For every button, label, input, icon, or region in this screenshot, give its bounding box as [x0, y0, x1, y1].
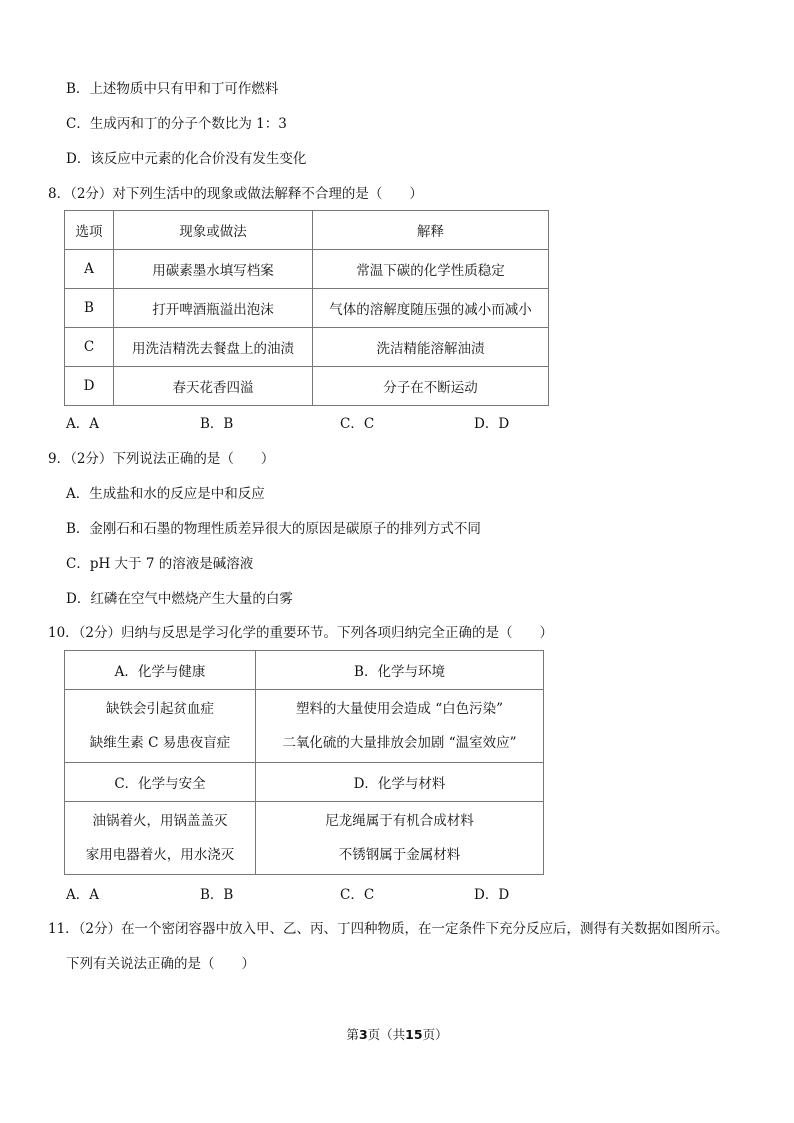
q10-a-line-2: 缺维生素 C 易患夜盲症	[89, 735, 231, 751]
table-header: 解释	[313, 211, 549, 250]
q9-option-a: A．生成盐和水的反应是中和反应	[66, 486, 265, 502]
table-cell: 打开啤酒瓶溢出泡沫	[114, 289, 313, 328]
table-header: 选项	[65, 211, 114, 250]
q11-stem-line-1: 11．（2分）在一个密闭容器中放入甲、乙、丙、丁四种物质，在一定条件下充分反应后，测得有关数据如图所示。	[48, 921, 729, 937]
q9-option-b: B．金刚石和石墨的物理性质差异很大的原因是碳原子的排列方式不同	[66, 521, 481, 537]
q10-stem: 10．（2分）归纳与反思是学习化学的重要环节。下列各项归纳完全正确的是（ ）	[48, 625, 554, 641]
q7-option-b: B．上述物质中只有甲和丁可作燃料	[66, 81, 279, 97]
table-cell: B	[65, 289, 114, 328]
table-row	[65, 328, 549, 367]
q10-d-line-2: 不锈钢属于金属材料	[338, 847, 461, 863]
q7-option-c: C．生成丙和丁的分子个数比为 1：3	[66, 116, 287, 132]
q10-d-line-1: 尼龙绳属于有机合成材料	[325, 813, 474, 829]
q10-b-line-2: 二氧化硫的大量排放会加剧 “温室效应”	[282, 735, 517, 751]
q10-c-line-2: 家用电器着火，用水浇灭	[85, 847, 235, 863]
table-cell: 用洗洁精洗去餐盘上的油渍	[114, 328, 313, 367]
table-row	[65, 289, 549, 328]
table-row	[65, 367, 549, 406]
q10-a-body	[65, 690, 256, 763]
q9-option-c: C．pH 大于 7 的溶液是碱溶液	[66, 556, 254, 572]
footer-suffix: 页）	[422, 1027, 448, 1042]
page-footer	[0, 1025, 794, 1043]
table-header-row	[65, 211, 549, 250]
table-cell: A	[65, 250, 114, 289]
q8-stem: 8．（2分）对下列生活中的现象或做法解释不合理的是（ ）	[48, 186, 423, 202]
footer-middle: 页（共	[367, 1027, 406, 1042]
q10-c-title: C．化学与安全	[65, 763, 256, 802]
q10-a-title: A．化学与健康	[65, 651, 256, 690]
q10-choice-b: B．B	[200, 887, 234, 903]
table-cell: D	[65, 367, 114, 406]
q10-d-title: D．化学与材料	[256, 763, 544, 802]
q8-choice-d: D．D	[474, 416, 510, 432]
q10-choice-a: A．A	[66, 887, 99, 903]
table-cell: C	[65, 328, 114, 367]
q10-b-title: B．化学与环境	[256, 651, 544, 690]
q10-c-body	[65, 802, 256, 875]
table-cell: 气体的溶解度随压强的减小而减小	[313, 289, 549, 328]
q10-b-line-1: 塑料的大量使用会造成 “白色污染”	[295, 701, 504, 717]
table-header: 现象或做法	[114, 211, 313, 250]
q10-choice-d: D．D	[474, 887, 510, 903]
table-cell: 用碳素墨水填写档案	[114, 250, 313, 289]
q10-d-body	[256, 802, 544, 875]
q8-choice-a: A．A	[66, 416, 99, 432]
table-row	[65, 250, 549, 289]
q8-choice-b: B．B	[200, 416, 234, 432]
q8-choice-c: C．C	[340, 416, 375, 432]
q10-c-line-1: 油锅着火，用锅盖盖灭	[92, 813, 228, 829]
table-cell: 洗洁精能溶解油渍	[313, 328, 549, 367]
q9-option-d: D．红磷在空气中燃烧产生大量的白雾	[66, 591, 293, 607]
q10-choice-c: C．C	[340, 887, 375, 903]
footer-page-number: 3	[358, 1027, 368, 1042]
q7-option-d: D．该反应中元素的化合价没有发生变化	[66, 151, 307, 167]
q10-b-body	[256, 690, 544, 763]
table-cell: 春天花香四溢	[114, 367, 313, 406]
q9-stem: 9．（2分）下列说法正确的是（ ）	[48, 451, 275, 467]
q10-table	[64, 650, 544, 875]
q10-a-line-1: 缺铁会引起贫血症	[106, 701, 214, 717]
q11-stem-line-2: 下列有关说法正确的是（ ）	[66, 956, 255, 972]
footer-total-pages: 15	[405, 1027, 423, 1042]
table-cell: 分子在不断运动	[313, 367, 549, 406]
footer-prefix: 第	[346, 1027, 359, 1042]
table-cell: 常温下碳的化学性质稳定	[313, 250, 549, 289]
q8-table	[64, 210, 549, 406]
